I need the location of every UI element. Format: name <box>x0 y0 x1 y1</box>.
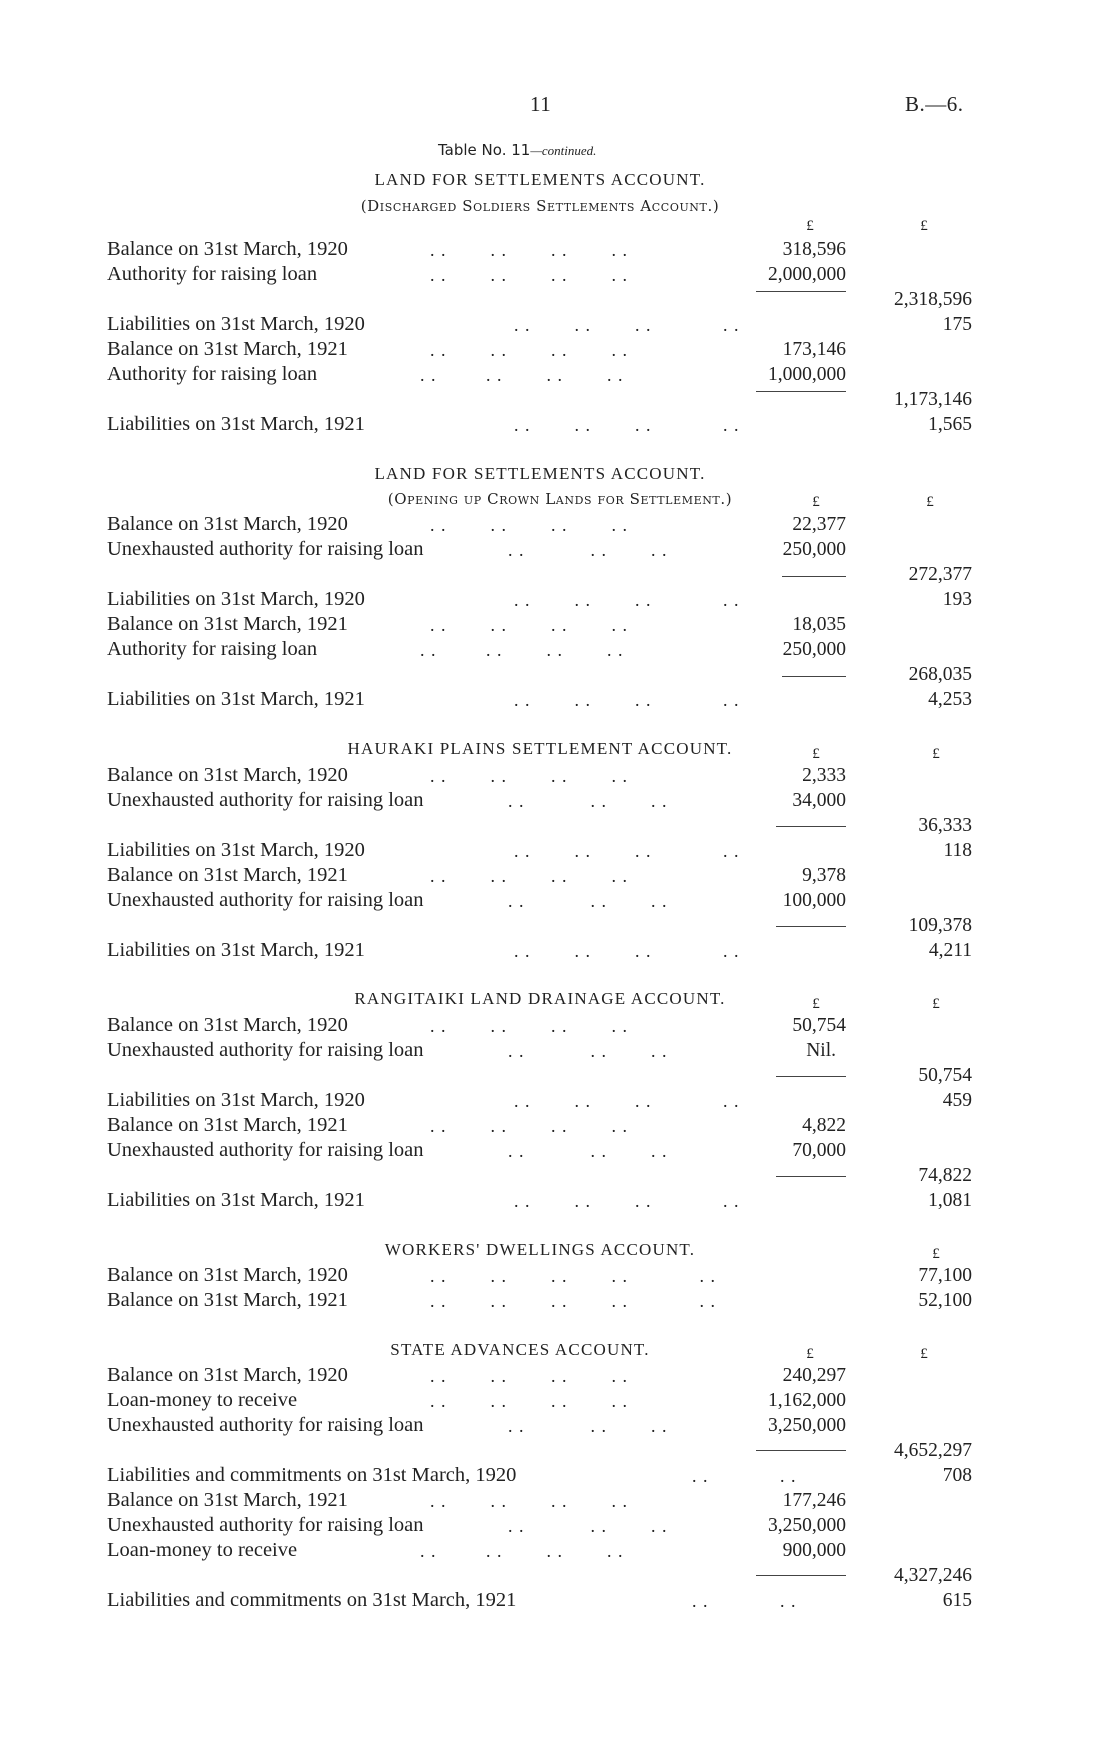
row-label: Balance on 31st March, 1920 <box>107 1264 348 1286</box>
amount-col1: 34,000 <box>792 790 846 811</box>
dot-leader: . . . . . . <box>508 891 668 911</box>
dot-leader: . . . . <box>692 1466 797 1486</box>
amount-col2: 193 <box>942 589 972 610</box>
page-number: 11 <box>530 92 552 116</box>
dot-leader: . . . . . . . . <box>420 365 624 385</box>
section-title-state-advances: STATE ADVANCES ACCOUNT. <box>390 1340 650 1359</box>
amount-col2-total: 109,378 <box>908 915 972 936</box>
amount-col1: 1,000,000 <box>768 364 846 385</box>
row-label: Liabilities on 31st March, 1921 <box>107 688 365 710</box>
amount-col2: 77,100 <box>918 1265 972 1286</box>
amount-col2: 118 <box>943 840 972 861</box>
currency-header-col2: £ <box>920 218 928 234</box>
section-title-rangitaiki: RANGITAIKI LAND DRAINAGE ACCOUNT. <box>354 989 726 1008</box>
currency-header-col2: £ <box>932 746 940 762</box>
amount-col2: 4,211 <box>928 940 972 961</box>
row-label: Balance on 31st March, 1920 <box>107 1014 348 1036</box>
row-label: Liabilities on 31st March, 1920 <box>107 839 365 861</box>
row-label: Balance on 31st March, 1921 <box>107 613 348 635</box>
currency-header-col1: £ <box>806 218 814 234</box>
dot-leader: . . . . . . . . <box>430 240 628 260</box>
row-label: Unexhausted authority for raising loan <box>107 789 424 811</box>
amount-col1: Nil. <box>806 1040 836 1061</box>
section-subtitle-discharged-soldiers: (Discharged Soldiers Settlements Account.) <box>360 197 720 215</box>
row-label: Balance on 31st March, 1921 <box>107 1489 348 1511</box>
dot-leader: . . . . <box>692 1591 797 1611</box>
amount-col1: 177,246 <box>782 1490 846 1511</box>
dot-leader: . . . . . . . . <box>430 1366 628 1386</box>
dot-leader: . . . . . . . . <box>420 640 624 660</box>
section-title-workers-dwellings: WORKERS' DWELLINGS ACCOUNT. <box>384 1240 696 1259</box>
row-label: Unexhausted authority for raising loan <box>107 1514 424 1536</box>
dot-leader: . . . . . . . . <box>514 1091 740 1111</box>
dot-leader: . . . . . . . . <box>420 1541 624 1561</box>
amount-col2: 175 <box>942 314 972 335</box>
section-subtitle-crown-lands: (Opening up Crown Lands for Settlement.) <box>387 490 733 508</box>
amount-col1: 3,250,000 <box>768 1515 846 1536</box>
row-label: Liabilities and commitments on 31st March, 1920 <box>107 1464 517 1486</box>
amount-col1: 2,333 <box>802 765 846 786</box>
amount-col2-total: 2,318,596 <box>894 289 972 310</box>
currency-header-col1: £ <box>812 494 820 510</box>
row-label: Liabilities on 31st March, 1920 <box>107 313 365 335</box>
dot-leader: . . . . . . . . <box>514 415 740 435</box>
dot-leader: . . . . . . <box>508 1416 668 1436</box>
row-label: Liabilities on 31st March, 1921 <box>107 1189 365 1211</box>
amount-col2: 52,100 <box>918 1290 972 1311</box>
currency-header-col2: £ <box>932 1246 940 1262</box>
row-label: Unexhausted authority for raising loan <box>107 889 424 911</box>
row-label: Balance on 31st March, 1920 <box>107 238 348 260</box>
amount-col2: 708 <box>942 1465 972 1486</box>
row-label: Authority for raising loan <box>107 263 318 285</box>
section-title-discharged-soldiers: LAND FOR SETTLEMENTS ACCOUNT. <box>374 170 706 189</box>
dot-leader: . . . . . . . . <box>430 1491 628 1511</box>
dot-leader: . . . . . . . . <box>430 1116 628 1136</box>
table-title <box>438 141 596 159</box>
section-title-crown-lands: LAND FOR SETTLEMENTS ACCOUNT. <box>374 464 706 483</box>
row-label: Unexhausted authority for raising loan <box>107 1414 424 1436</box>
row-label: Unexhausted authority for raising loan <box>107 1139 424 1161</box>
amount-col2: 1,565 <box>928 414 972 435</box>
row-label: Balance on 31st March, 1921 <box>107 338 348 360</box>
dot-leader: . . . . . . . . <box>514 1191 740 1211</box>
amount-col1: 3,250,000 <box>768 1415 846 1436</box>
dot-leader: . . . . . . . . <box>514 590 740 610</box>
amount-col1: 100,000 <box>782 890 846 911</box>
amount-col2-total: 1,173,146 <box>894 389 972 410</box>
amount-col1: 50,754 <box>792 1015 846 1036</box>
amount-col2: 615 <box>942 1590 972 1611</box>
amount-col2-total: 50,754 <box>918 1065 972 1086</box>
amount-col2-total: 74,822 <box>918 1165 972 1186</box>
dot-leader: . . . . . . . . <box>430 1016 628 1036</box>
amount-col2: 1,081 <box>928 1190 972 1211</box>
amount-col2: 459 <box>942 1090 972 1111</box>
currency-header-col1: £ <box>812 746 820 762</box>
row-label: Liabilities on 31st March, 1921 <box>107 939 365 961</box>
dot-leader: . . . . . . . . <box>430 265 628 285</box>
row-label: Balance on 31st March, 1921 <box>107 1114 348 1136</box>
amount-col2-total: 4,652,297 <box>894 1440 972 1461</box>
dot-leader: . . . . . . . . <box>514 841 740 861</box>
dot-leader: . . . . . . <box>508 1041 668 1061</box>
amount-col2-total: 272,377 <box>908 564 972 585</box>
dot-leader: . . . . . . . . <box>430 615 628 635</box>
row-label: Liabilities on 31st March, 1921 <box>107 413 365 435</box>
amount-col2-total: 4,327,246 <box>894 1565 972 1586</box>
row-label: Unexhausted authority for raising loan <box>107 1039 424 1061</box>
row-label: Balance on 31st March, 1921 <box>107 1289 348 1311</box>
document-reference: B.—6. <box>905 92 964 116</box>
amount-col2: 4,253 <box>928 689 972 710</box>
dot-leader: . . . . . . . . <box>430 766 628 786</box>
row-label: Liabilities on 31st March, 1920 <box>107 588 365 610</box>
dot-leader: . . . . . . . . <box>430 340 628 360</box>
dot-leader: . . . . . . . . <box>514 315 740 335</box>
row-label: Liabilities on 31st March, 1920 <box>107 1089 365 1111</box>
amount-col1: 4,822 <box>802 1115 846 1136</box>
amount-col1: 900,000 <box>782 1540 846 1561</box>
table-continued: —continued. <box>530 143 597 158</box>
amount-col1: 173,146 <box>782 339 846 360</box>
dot-leader: . . . . . . . . <box>430 866 628 886</box>
row-label: Balance on 31st March, 1920 <box>107 1364 348 1386</box>
currency-header-col2: £ <box>932 996 940 1012</box>
dot-leader: . . . . . . . . . . <box>430 1291 716 1311</box>
amount-col1: 1,162,000 <box>768 1390 846 1411</box>
dot-leader: . . . . . . . . <box>430 515 628 535</box>
dot-leader: . . . . . . . . . . <box>430 1266 716 1286</box>
currency-header-col2: £ <box>926 494 934 510</box>
row-label: Balance on 31st March, 1920 <box>107 513 348 535</box>
amount-col2-total: 36,333 <box>918 815 972 836</box>
row-label: Balance on 31st March, 1920 <box>107 764 348 786</box>
currency-header-col2: £ <box>920 1346 928 1362</box>
amount-col2-total: 268,035 <box>908 664 972 685</box>
amount-col1: 22,377 <box>792 514 846 535</box>
amount-col1: 250,000 <box>782 639 846 660</box>
dot-leader: . . . . . . <box>508 540 668 560</box>
amount-col1: 9,378 <box>802 865 846 886</box>
currency-header-col1: £ <box>806 1346 814 1362</box>
row-label: Loan-money to receive <box>107 1389 298 1411</box>
dot-leader: . . . . . . <box>508 1516 668 1536</box>
row-label: Unexhausted authority for raising loan <box>107 538 424 560</box>
dot-leader: . . . . . . . . <box>514 690 740 710</box>
dot-leader: . . . . . . <box>508 791 668 811</box>
amount-col1: 318,596 <box>782 239 846 260</box>
row-label: Authority for raising loan <box>107 363 318 385</box>
amount-col1: 2,000,000 <box>768 264 846 285</box>
table-title-text: Table No. 11 <box>438 141 531 159</box>
section-title-hauraki: HAURAKI PLAINS SETTLEMENT ACCOUNT. <box>347 739 733 758</box>
amount-col1: 70,000 <box>792 1140 846 1161</box>
amount-col1: 250,000 <box>782 539 846 560</box>
dot-leader: . . . . . . . . <box>430 1391 628 1411</box>
currency-header-col1: £ <box>812 996 820 1012</box>
dot-leader: . . . . . . <box>508 1141 668 1161</box>
row-label: Balance on 31st March, 1921 <box>107 864 348 886</box>
amount-col1: 18,035 <box>792 614 846 635</box>
row-label: Loan-money to receive <box>107 1539 298 1561</box>
amount-col1: 240,297 <box>782 1365 846 1386</box>
row-label: Liabilities and commitments on 31st March, 1921 <box>107 1589 517 1611</box>
dot-leader: . . . . . . . . <box>514 941 740 961</box>
row-label: Authority for raising loan <box>107 638 318 660</box>
